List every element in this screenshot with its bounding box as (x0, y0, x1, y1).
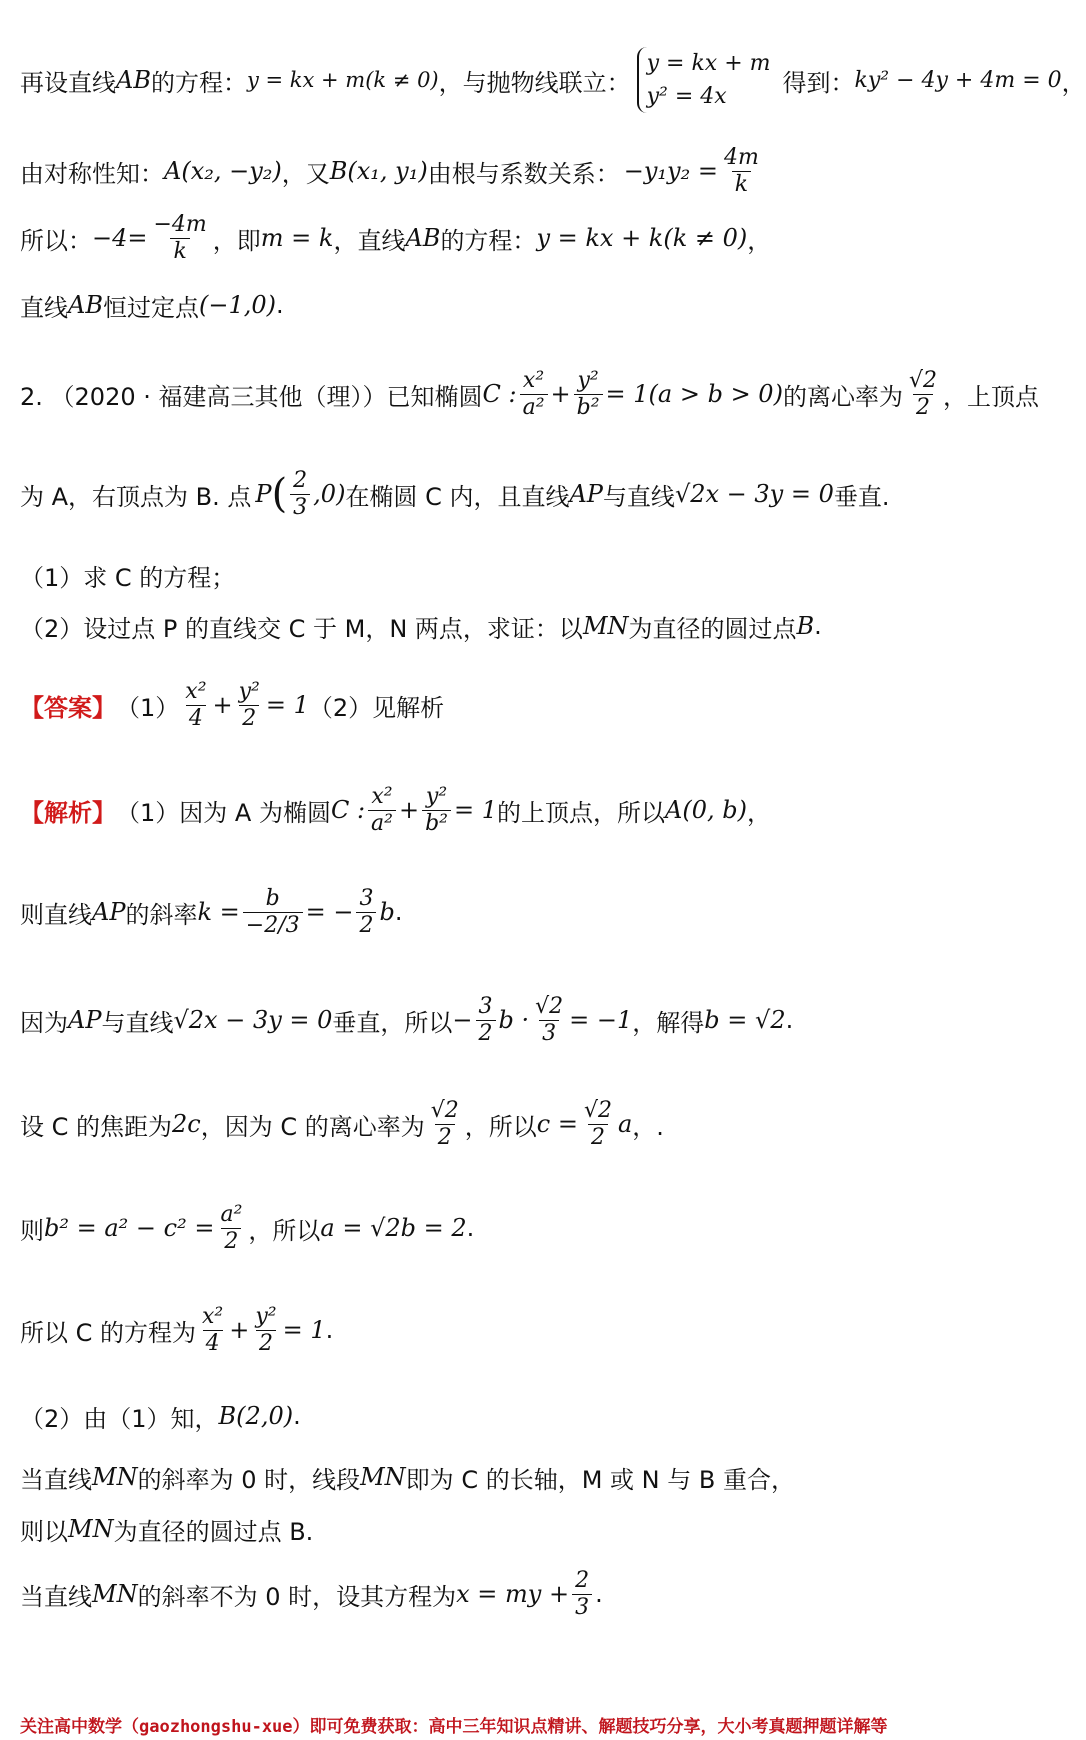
text: . (785, 1006, 794, 1034)
text: 由根与系数关系： (427, 159, 620, 188)
text: 在椭圆 C 内，且直线 (345, 482, 570, 511)
math-minus: − (452, 1006, 473, 1034)
numerator: √2 (535, 994, 564, 1020)
text: 再设直线 (20, 68, 116, 97)
solution-tag: 【解析】 (20, 798, 116, 827)
math-ab: AB (68, 291, 103, 319)
denominator: b² (574, 394, 603, 420)
text: ， (747, 226, 772, 255)
numerator: −4m (153, 212, 207, 238)
text: 恒过定点 (102, 293, 199, 322)
math-c: C : (482, 380, 517, 408)
denominator: −2/3 (243, 912, 303, 938)
math-ap: AP (68, 1006, 102, 1034)
numerator: y² (255, 1304, 277, 1330)
text: ，即 (212, 226, 261, 255)
text: 即为 C 的长轴，M 或 N 与 B 重合， (405, 1465, 795, 1494)
numerator: y² (425, 784, 448, 810)
denominator: k (732, 171, 751, 197)
question-2-part-2 (20, 606, 1060, 646)
numerator: √2 (430, 1098, 459, 1124)
text: ，因为 C 的离心率为 (200, 1112, 425, 1141)
numerator: 3 (478, 994, 493, 1020)
solution-line-2 (20, 862, 1060, 962)
question-2-stem (20, 358, 1060, 430)
math-equality: = 1 (453, 796, 497, 824)
math-equation: x = my + (456, 1580, 570, 1608)
fraction (182, 679, 209, 731)
question-2-stem-continued (20, 458, 1060, 530)
denominator: b² (422, 810, 451, 836)
text: 设 C 的焦距为 (20, 1112, 173, 1141)
fraction (422, 784, 451, 836)
math-k: k = (197, 898, 240, 926)
text: （2）由（1）知， (20, 1404, 219, 1433)
math-m-k: m = k (260, 224, 334, 252)
text: 垂直，所以 (332, 1008, 453, 1037)
numerator: 3 (359, 886, 374, 912)
text: 的斜率为 0 时，线段 (137, 1465, 361, 1494)
solution-line-4 (20, 1086, 1060, 1162)
line-m-equals-k (20, 205, 1060, 271)
math-point-b: B(2,0) (218, 1402, 294, 1430)
text: ，. (632, 1112, 664, 1141)
text: 所以 C 的方程为 (20, 1318, 197, 1347)
math-point-a: A(x₂, −y₂) (164, 157, 282, 185)
equation-system (637, 47, 777, 113)
math-equality: = −1 (569, 1006, 633, 1034)
fraction (906, 368, 940, 420)
numerator: 2 (293, 468, 308, 494)
text: 由对称性知： (20, 159, 164, 188)
denominator: 4 (203, 1330, 223, 1356)
solution-line-8 (20, 1456, 1060, 1498)
math-p: P (255, 480, 272, 508)
text: 的斜率不为 0 时，设其方程为 (137, 1582, 457, 1611)
fraction (574, 368, 603, 420)
footer-promo: 关注高中数学（gaozhongshu-xue）即可免费获取：高中三年知识点精讲、解题技巧分享，大小考真题押题详解等 (20, 1717, 888, 1737)
math-result: ky² − 4y + 4m = 0 (854, 67, 1062, 93)
math-b: b (379, 898, 395, 926)
fraction (290, 468, 310, 520)
numerator: a² (220, 1202, 243, 1228)
numerator: x² (185, 679, 207, 705)
line-fixed-point (20, 282, 1060, 328)
math-point-a: A(0, b) (665, 796, 747, 824)
line-tangent-setup (20, 40, 1086, 120)
text: 为直径的圆过点 (628, 614, 797, 643)
text: ，解得 (632, 1008, 705, 1037)
text: 当直线 (20, 1465, 92, 1494)
text: . (275, 291, 284, 319)
text: ，直线 (333, 226, 406, 255)
solution-line-10 (20, 1558, 1060, 1630)
denominator: a² (368, 810, 396, 836)
text: （1）因为 A 为椭圆 (116, 798, 331, 827)
math-equality: = 1(a > b > 0) (605, 380, 783, 408)
math-lhs: −4= (92, 224, 148, 252)
math-mn: MN (92, 1580, 138, 1608)
math-2c: 2c (172, 1110, 201, 1138)
numerator: 2 (575, 1568, 590, 1594)
fraction (428, 1098, 462, 1150)
answer-line (20, 670, 1060, 740)
text: （2）设过点 P 的直线交 C 于 M，N 两点，求证：以 (20, 614, 583, 643)
math-line-equation: y = kx + k(k ≠ 0) (536, 224, 748, 252)
text: ，与抛物线联立： (438, 68, 631, 97)
answer-tag: 【答案】 (20, 693, 116, 722)
math-point-b: B(x₁, y₁) (329, 157, 428, 185)
math-ab: AB (116, 66, 151, 94)
fraction (721, 145, 762, 197)
text: （2）见解析 (308, 693, 445, 722)
text: 则 (20, 1216, 44, 1245)
numerator: b (265, 886, 280, 912)
denominator: 2 (256, 1330, 276, 1356)
fraction (236, 679, 263, 731)
text: 得到： (782, 68, 855, 97)
math-point-rest: ,0) (313, 480, 346, 508)
text: . (325, 1316, 334, 1344)
numerator: √2 (908, 368, 937, 394)
math-equality: = − (305, 898, 354, 926)
denominator: 3 (572, 1594, 592, 1620)
text: （1） (116, 693, 180, 722)
math-result: b = √2 (704, 1006, 786, 1034)
math-plus: + (212, 691, 233, 719)
fraction (532, 994, 566, 1046)
fraction (199, 1304, 226, 1356)
paren-open: ( (271, 471, 288, 517)
math-b-dot: b · (498, 1006, 530, 1034)
fraction (368, 784, 396, 836)
text: 的上顶点，所以 (497, 798, 665, 827)
numerator: x² (371, 784, 393, 810)
solution-line-6 (20, 1292, 1060, 1368)
question-2-part-1 (20, 555, 1060, 595)
solution-line-9 (20, 1508, 1060, 1550)
line-symmetry (20, 138, 1060, 204)
numerator: y² (238, 679, 260, 705)
text: 则直线 (20, 900, 92, 929)
numerator: x² (522, 368, 545, 394)
denominator: 4 (186, 705, 206, 731)
denominator: k (170, 238, 189, 264)
text: 为直径的圆过点 B. (113, 1517, 314, 1546)
fraction (243, 886, 303, 938)
text: ， (746, 798, 771, 827)
solution-line-1 (20, 775, 1060, 845)
math-plus: + (229, 1316, 250, 1344)
math-mn: MN (92, 1463, 138, 1491)
text: . (293, 1402, 301, 1430)
denominator: 2 (435, 1124, 455, 1150)
math-mn: MN (582, 612, 629, 640)
text: ，又 (281, 159, 330, 188)
math-c: C : (330, 796, 366, 824)
text: . (595, 1580, 603, 1608)
math-a: a (617, 1110, 633, 1138)
math-point: (−1,0) (198, 291, 276, 319)
math-equality: = 1 (265, 691, 309, 719)
denominator: a² (520, 394, 548, 420)
text: 的斜率 (125, 900, 198, 929)
text: 因为 (20, 1008, 68, 1037)
text: 所以： (20, 226, 92, 255)
fraction (476, 994, 496, 1046)
math-b: B (796, 612, 815, 640)
denominator: 2 (356, 912, 376, 938)
math-ap: AP (569, 480, 603, 508)
text: 的方程： (440, 226, 537, 255)
math-equality: = 1 (282, 1316, 326, 1344)
system-row-1: y = kx + m (646, 51, 771, 76)
math-line: √2x − 3y = 0 (173, 1006, 333, 1034)
fraction (572, 1568, 592, 1620)
solution-line-5 (20, 1190, 1060, 1266)
text: ， (1061, 68, 1086, 97)
numerator: √2 (583, 1098, 612, 1124)
math-line-equation: y = kx + m(k ≠ 0) (246, 68, 439, 92)
text: 垂直. (833, 482, 890, 511)
text: 与直线 (602, 482, 675, 511)
math-plus: + (398, 796, 420, 824)
denominator: 2 (588, 1124, 608, 1150)
text: 2. （2020 · 福建高三其他（理））已知椭圆 (20, 382, 483, 411)
text: 的方程： (150, 68, 247, 97)
fraction (581, 1098, 615, 1150)
text: （1）求 C 的方程； (20, 563, 236, 592)
system-row-2: y² = 4x (646, 84, 727, 109)
solution-line-7 (20, 1393, 1060, 1439)
text: ，所以 (248, 1216, 321, 1245)
denominator: 2 (476, 1020, 496, 1046)
text: 当直线 (20, 1582, 92, 1611)
fraction (520, 368, 548, 420)
math-lhs: −y₁y₂ = (623, 157, 718, 185)
fraction (356, 886, 376, 938)
text: 与直线 (101, 1008, 174, 1037)
denominator: 3 (539, 1020, 559, 1046)
math-mn: MN (68, 1515, 114, 1543)
text: . (394, 898, 403, 926)
math-ab: AB (405, 224, 441, 252)
text: 的离心率为 (782, 382, 903, 411)
math-ap: AP (92, 898, 126, 926)
numerator: 4m (723, 145, 759, 171)
math-c: c = (536, 1110, 578, 1138)
numerator: x² (202, 1304, 224, 1330)
denominator: 2 (221, 1228, 241, 1254)
math-line: √2x − 3y = 0 (674, 480, 834, 508)
denominator: 2 (913, 394, 933, 420)
denominator: 3 (290, 494, 310, 520)
text: . (466, 1214, 475, 1242)
text: ，所以 (464, 1112, 537, 1141)
text: ，上顶点 (942, 382, 1039, 411)
text: 直线 (20, 293, 68, 322)
math-equation: b² = a² − c² = (44, 1214, 215, 1242)
text: 为 A，右顶点为 B. 点 (20, 482, 252, 511)
solution-line-3 (20, 982, 1060, 1058)
math-plus: + (550, 380, 571, 408)
text: . (814, 612, 822, 640)
fraction (252, 1304, 279, 1356)
fraction (151, 212, 210, 264)
numerator: y² (577, 368, 599, 394)
math-result: a = √2b = 2 (320, 1214, 467, 1242)
math-mn: MN (360, 1463, 406, 1491)
fraction (217, 1202, 245, 1254)
denominator: 2 (239, 705, 259, 731)
text: 则以 (20, 1517, 68, 1546)
